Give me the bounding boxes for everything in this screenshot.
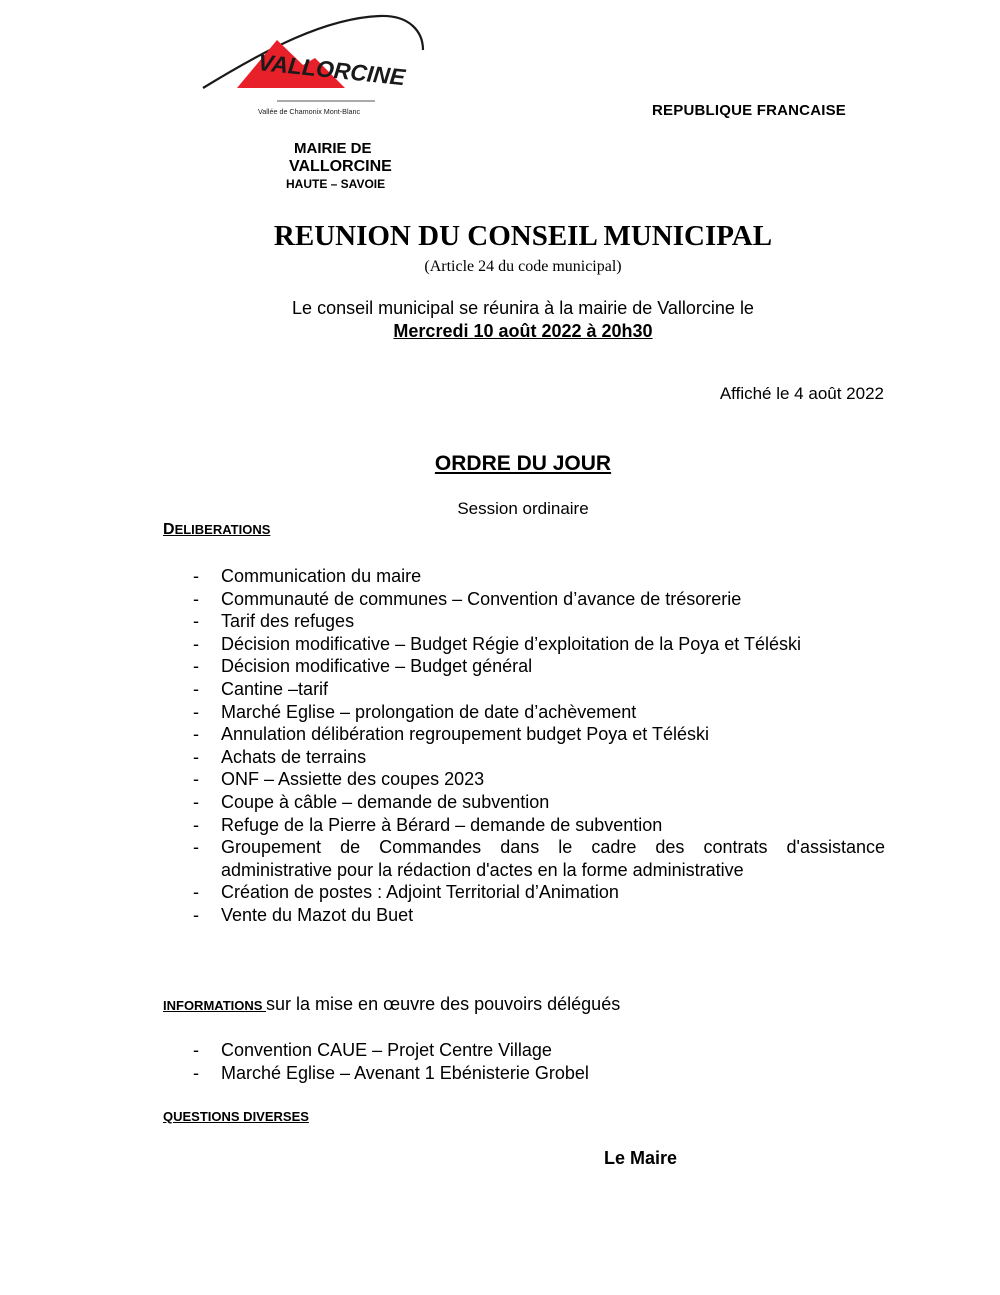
list-dash: -	[193, 701, 199, 722]
list-dash: -	[193, 837, 199, 858]
list-dash: -	[193, 769, 199, 790]
questions-diverses: QUESTIONS DIVERSES	[163, 1109, 309, 1124]
deliberation-item	[193, 881, 885, 904]
deliberation-item-text: Décision modificative – Budget général	[221, 656, 533, 677]
deliberation-item-text: Cantine –tarif	[221, 678, 329, 699]
list-dash: -	[193, 791, 199, 812]
logo-tagline: Vallée de Chamonix Mont-Blanc	[258, 107, 361, 116]
signature: Le Maire	[604, 1148, 678, 1168]
deliberation-item	[193, 836, 885, 881]
meeting-date: Mercredi 10 août 2022 à 20h30	[393, 321, 653, 341]
republique-francaise: REPUBLIQUE FRANCAISE	[652, 102, 847, 119]
vallorcine-logo	[195, 10, 430, 120]
deliberation-item-text: Groupement de Commandes dans le cadre des contrats d'assistance administrative pour la rédaction d'actes en la forme administrative	[221, 837, 885, 880]
informations-list	[193, 1039, 885, 1084]
informations-label: INFORMATIONS	[163, 998, 267, 1013]
deliberation-item	[193, 768, 885, 791]
deliberation-item	[193, 791, 885, 814]
deliberation-item-text: Coupe à câble – demande de subvention	[221, 791, 550, 812]
deliberations-heading-cap: D	[163, 521, 175, 538]
list-dash: -	[193, 611, 199, 632]
posted-date: Affiché le 4 août 2022	[719, 384, 884, 403]
mairie-line-1: MAIRIE DE	[294, 140, 372, 157]
deliberation-item-text: Communauté de communes – Convention d’avance de trésorerie	[221, 588, 742, 609]
logo-name: VALLORCINE	[256, 49, 407, 91]
deliberation-item-text: Tarif des refuges	[221, 611, 355, 632]
deliberation-item-text: Refuge de la Pierre à Bérard – demande de subvention	[221, 814, 663, 835]
deliberation-item	[193, 610, 885, 633]
list-dash: -	[193, 678, 199, 699]
list-dash: -	[193, 724, 199, 745]
deliberation-item-text: Décision modificative – Budget Régie d’exploitation de la Poya et Téléski	[221, 633, 801, 654]
mairie-line-3: HAUTE – SAVOIE	[286, 177, 386, 191]
informations-text: sur la mise en œuvre des pouvoirs délégués	[266, 994, 621, 1014]
deliberation-item	[193, 746, 885, 769]
deliberation-item-text: Création de postes : Adjoint Territorial d’Animation	[221, 882, 619, 903]
information-item-text: Marché Eglise – Avenant 1 Ebénisterie Grobel	[221, 1062, 589, 1083]
information-item	[193, 1039, 885, 1062]
deliberation-item-text: ONF – Assiette des coupes 2023	[221, 769, 485, 790]
deliberation-item-text: Communication du maire	[221, 566, 422, 586]
list-dash: -	[193, 882, 199, 903]
deliberation-item	[193, 588, 885, 611]
agenda-heading: ORDRE DU JOUR	[434, 452, 612, 475]
informations-heading	[163, 994, 620, 1015]
list-dash: -	[193, 904, 199, 925]
deliberations-heading	[163, 521, 270, 539]
list-dash: -	[193, 814, 199, 835]
document-title: REUNION DU CONSEIL MUNICIPAL	[273, 220, 773, 252]
meeting-intro: Le conseil municipal se réunira à la mairie de Vallorcine le	[292, 298, 754, 318]
list-dash: -	[193, 1040, 199, 1060]
list-dash: -	[193, 746, 199, 767]
deliberations-list	[193, 565, 885, 927]
deliberation-item	[193, 701, 885, 724]
deliberation-item-text: Vente du Mazot du Buet	[221, 904, 414, 925]
list-dash: -	[193, 656, 199, 677]
deliberation-item-text: Marché Eglise – prolongation de date d’achèvement	[221, 701, 637, 722]
document-subtitle: (Article 24 du code municipal)	[424, 258, 622, 275]
information-item	[193, 1062, 885, 1085]
list-dash: -	[193, 566, 199, 586]
deliberations-heading-rest: ELIBERATIONS	[174, 522, 271, 537]
list-dash: -	[193, 1062, 199, 1083]
mairie-line-2: VALLORCINE	[289, 158, 392, 175]
deliberation-item	[193, 655, 885, 678]
deliberation-item	[193, 723, 885, 746]
deliberation-item	[193, 633, 885, 656]
information-item-text: Convention CAUE – Projet Centre Village	[221, 1040, 552, 1060]
deliberation-item-text: Achats de terrains	[221, 746, 367, 767]
deliberation-item	[193, 904, 885, 927]
list-dash: -	[193, 633, 199, 654]
deliberation-item	[193, 678, 885, 701]
mountain-logo-icon	[195, 10, 430, 120]
deliberation-item	[193, 814, 885, 837]
list-dash: -	[193, 588, 199, 609]
deliberation-item-text: Annulation délibération regroupement budget Poya et Téléski	[221, 724, 709, 745]
session-type: Session ordinaire	[457, 499, 589, 518]
deliberation-item	[193, 565, 885, 588]
